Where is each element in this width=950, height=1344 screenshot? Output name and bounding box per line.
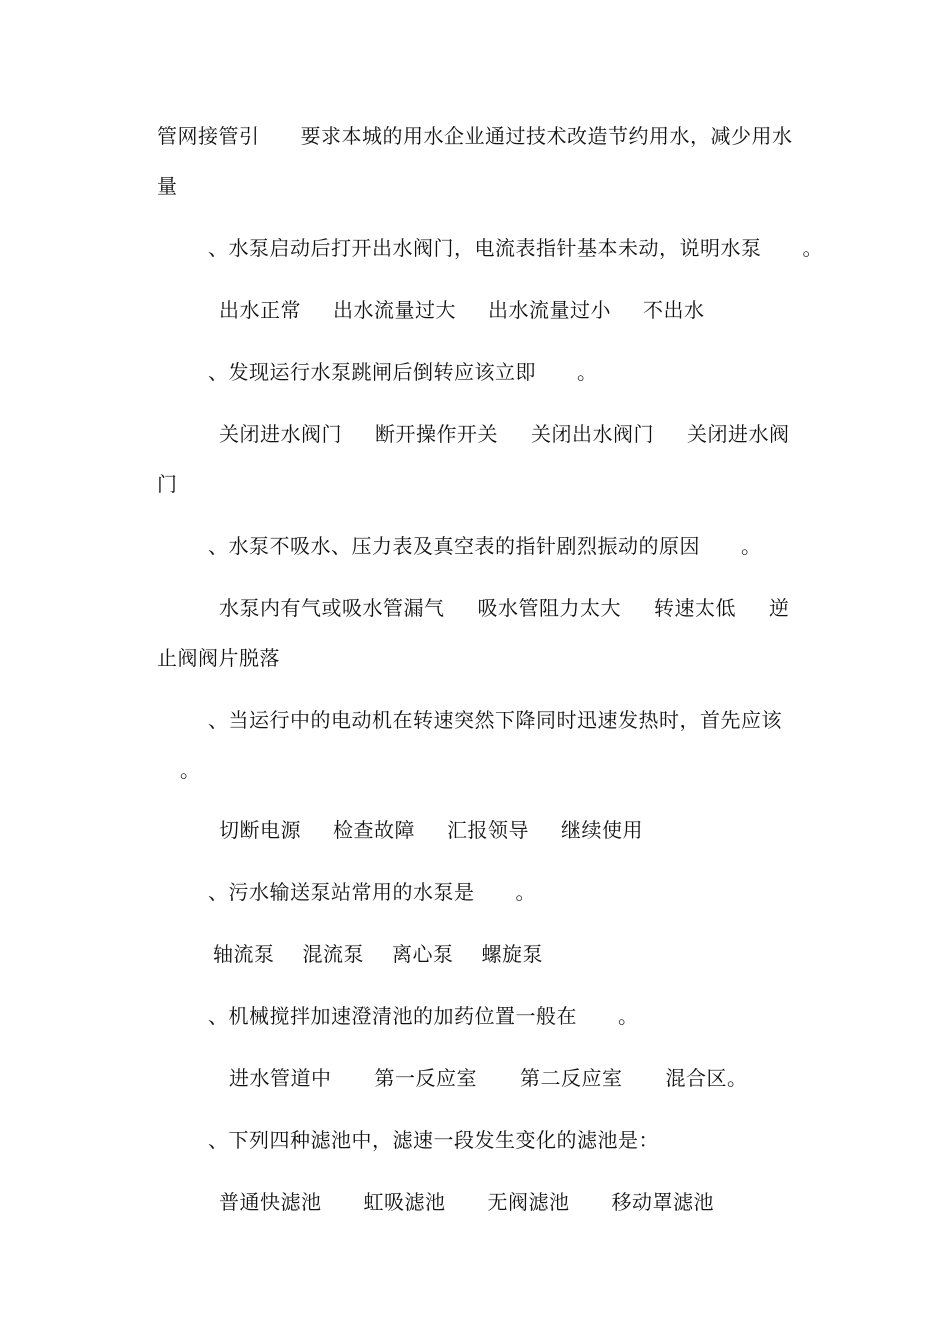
option-1-c: 出水流量过小: [488, 298, 611, 322]
option-2-b: 断开操作开关: [375, 422, 498, 446]
question-7: 、下列四种滤池中，滤速一段发生变化的滤池是：: [208, 1128, 659, 1152]
option-1-a: 出水正常: [219, 298, 301, 322]
option-4-d: 继续使用: [561, 818, 643, 842]
option-5-d: 螺旋泵: [481, 942, 543, 966]
options-4: [219, 818, 643, 842]
option-4-b: 检查故障: [333, 818, 415, 842]
options-3: [219, 596, 790, 620]
option-2-a: 关闭进水阀门: [219, 422, 342, 446]
question-5: 、污水输送泵站常用的水泵是 。: [208, 880, 536, 904]
options-7: [219, 1190, 714, 1214]
question-2: 、发现运行水泵跳闸后倒转应该立即 。: [208, 360, 598, 384]
options-3-continued: 止阀阀片脱落: [157, 646, 280, 670]
options-6: [229, 1066, 748, 1090]
option-3-d: 逆: [769, 596, 790, 620]
option-3-c: 转速太低: [654, 596, 736, 620]
option-6-c: 第二反应室: [520, 1066, 623, 1090]
question-3: 、水泵不吸水、压力表及真空表的指针剧烈振动的原因 。: [208, 534, 762, 558]
option-6-a: 进水管道中: [229, 1066, 332, 1090]
paragraph-intro-line1: 管网接管引 要求本城的用水企业通过技术改造节约用水，减少用水: [157, 124, 793, 148]
option-7-a: 普通快滤池: [219, 1190, 322, 1214]
options-5: [213, 942, 543, 966]
option-4-a: 切断电源: [219, 818, 301, 842]
option-3-a: 水泵内有气或吸水管漏气: [219, 596, 445, 620]
option-2-c: 关闭出水阀门: [531, 422, 654, 446]
option-6-b: 第一反应室: [374, 1066, 477, 1090]
paragraph-intro-line2: 量: [157, 174, 178, 198]
option-1-d: 不出水: [643, 298, 705, 322]
options-2-continued: 门: [157, 472, 178, 496]
option-7-d: 移动罩滤池: [611, 1190, 714, 1214]
option-2-d: 关闭进水阀: [687, 422, 790, 446]
option-5-c: 离心泵: [392, 942, 454, 966]
option-3-b: 吸水管阻力太大: [477, 596, 621, 620]
option-7-c: 无阀滤池: [487, 1190, 570, 1214]
option-4-c: 汇报领导: [447, 818, 529, 842]
question-4-continued: 。: [180, 758, 201, 782]
option-6-d: 混合区。: [665, 1066, 748, 1090]
question-6: 、机械搅拌加速澄清池的加药位置一般在 。: [208, 1004, 639, 1028]
question-4: 、当运行中的电动机在转速突然下降同时迅速发热时，首先应该: [208, 708, 782, 732]
option-7-b: 虹吸滤池: [363, 1190, 446, 1214]
option-5-a: 轴流泵: [213, 942, 275, 966]
option-5-b: 混流泵: [302, 942, 364, 966]
options-2: [219, 422, 790, 446]
question-1: 、水泵启动后打开出水阀门，电流表指针基本未动，说明水泵 。: [208, 236, 823, 260]
options-1: [219, 298, 705, 322]
option-1-b: 出水流量过大: [333, 298, 456, 322]
